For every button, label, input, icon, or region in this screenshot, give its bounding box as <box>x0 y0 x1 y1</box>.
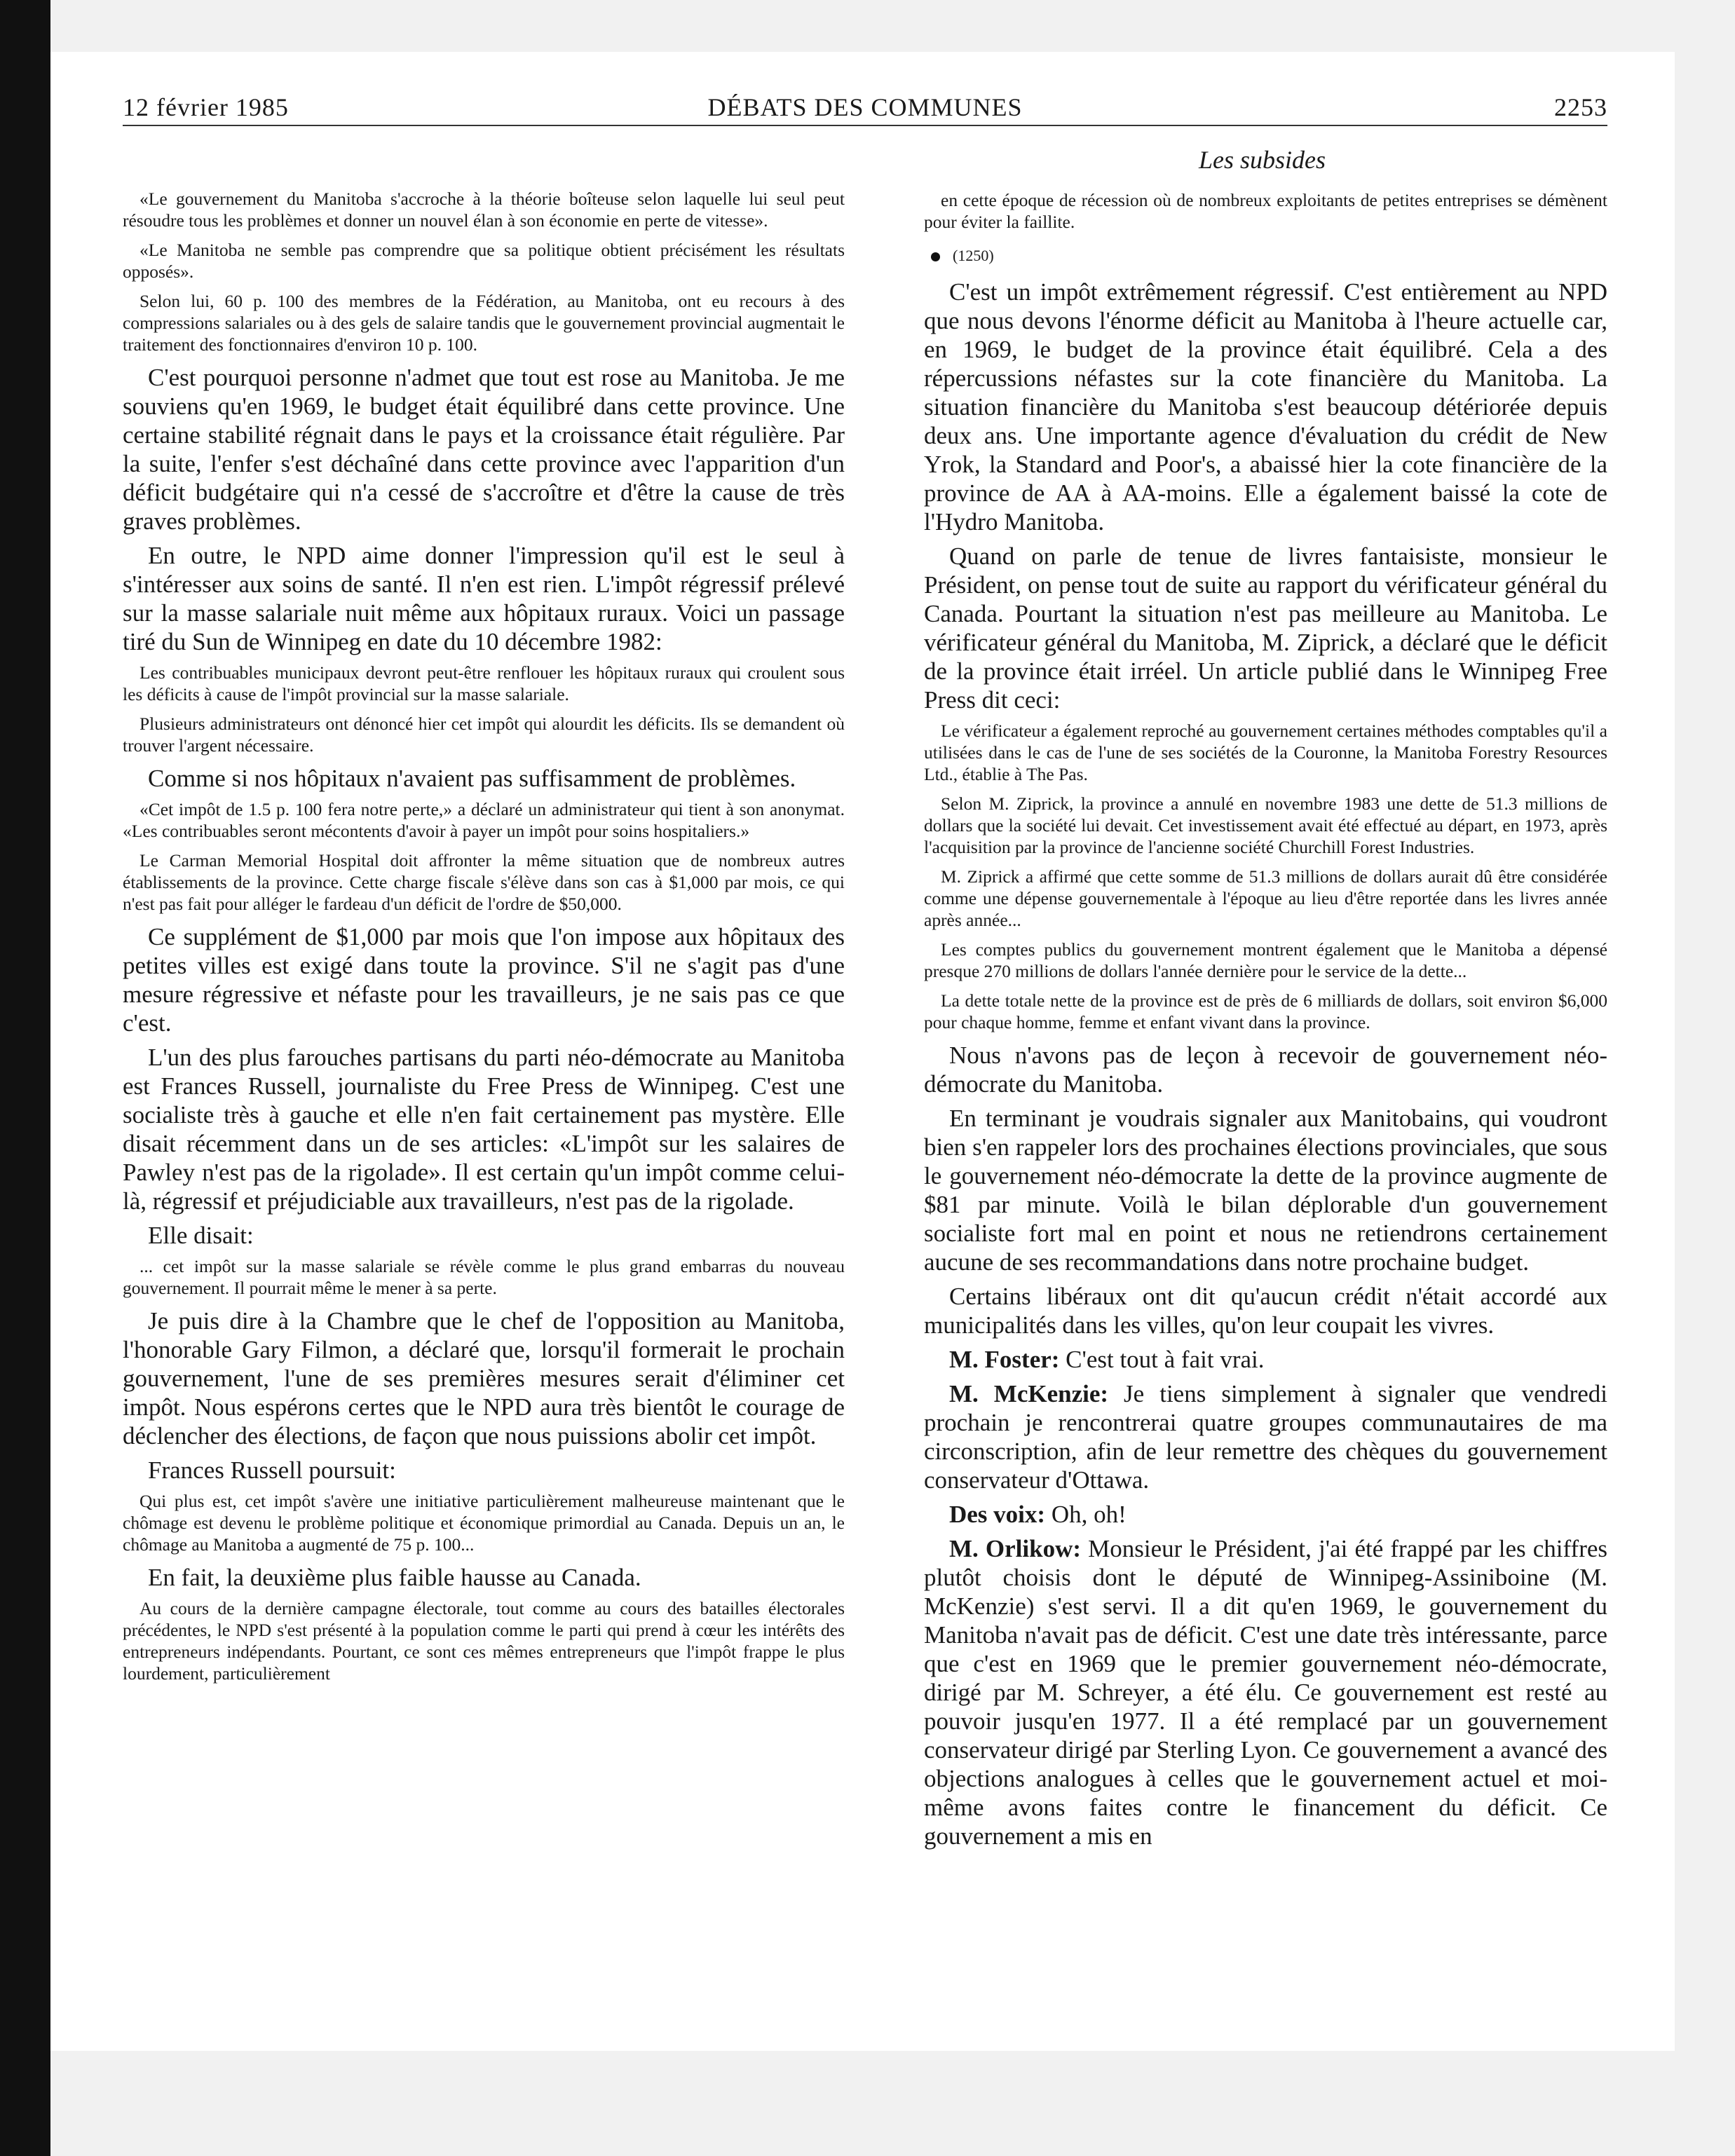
quote-paragraph: ... cet impôt sur la masse salariale se révèle comme le plus grand embarras du nouveau gouvernement. Il pourrait même le mener à sa perte. <box>123 1256 845 1298</box>
section-title: Les subsides <box>1199 146 1326 174</box>
bullet-icon <box>931 252 940 261</box>
quote-paragraph: en cette époque de récession où de nombreux exploitants de petites entreprises se démènent pour éviter la faillite. <box>924 190 1607 232</box>
quote-paragraph: Au cours de la dernière campagne électorale, tout comme au cours des batailles électorales précédentes, le NPD s'est présenté à la population comme le parti qui prend à cœur les intérêts des entrepreneurs indépendants. Pourtant, ce sont ces mêmes entrepreneurs que l'impôt frappe le plus lourdement, particulièrement <box>123 1598 845 1684</box>
speech-text: Monsieur le Président, j'ai été frappé par les chiffres plutôt choisis dont le député de Winnipeg-Assiniboine (M. McKenzie) s'est servi. Il a dit qu'en 1969, le gouvernement du Manitoba n'avait pas de déficit. C'est une date très intéressante, parce que c'est en 1969 que le premier gouvernement néo-démocrate, dirigé par M. Schreyer, a été élu. Ce gouvernement est resté au pouvoir jusqu'en 1977. Il a été remplacé par un gouvernement conservateur dirigé par Sterling Lyon. Ce gouvernement a avancé des objections analogues à celles que le gouvernement actuel et moi-même avons faites contre le financement du déficit. Ce gouvernement a mis en <box>924 1535 1607 1850</box>
speech-paragraph <box>924 1534 1607 1850</box>
quote-paragraph: «Le gouvernement du Manitoba s'accroche à la théorie boîteuse selon laquelle lui seul peut résoudre tous les problèmes et donner un nouvel élan à son économie en perte de vitesse». <box>123 189 845 231</box>
speaker-name: M. Orlikow: <box>949 1535 1082 1562</box>
body-paragraph: En fait, la deuxième plus faible hausse au Canada. <box>148 1564 641 1591</box>
body-paragraph: Quand on parle de tenue de livres fantaisiste, monsieur le Président, on pense tout de suite au rapport du vérificateur général du Canada. Pourtant la situation n'est pas meilleure au Manitoba. Le vérificateur général du Manitoba, M. Ziprick, a déclaré que le déficit de la province était irréel. Un article publié dans le Winnipeg Free Press dit ceci: <box>924 543 1607 714</box>
scan-bottom-margin <box>50 2051 1735 2156</box>
quote-paragraph: Qui plus est, cet impôt s'avère une initiative particulièrement malheureuse maintenant que le chômage est devenu le problème politique et économique primordial au Canada. Depuis un an, le chômage au Manitoba a augmenté de 75 p. 100... <box>123 1491 845 1555</box>
speaker-name: M. McKenzie: <box>949 1380 1109 1407</box>
quote-paragraph: Plusieurs administrateurs ont dénoncé hier cet impôt qui alourdit les déficits. Ils se demandent où trouver l'argent nécessaire. <box>123 714 845 756</box>
speaker-name: M. Foster: <box>949 1346 1060 1373</box>
quote-paragraph: Selon M. Ziprick, la province a annulé en novembre 1983 une dette de 51.3 millions de dollars que la société lui devait. Cet investissement avait été effectué au départ, en 1973, après l'acquisition par la province de l'ancienne société Churchill Forest Industries. <box>924 793 1607 857</box>
column-left <box>123 188 845 1692</box>
speaker-name: Des voix: <box>949 1501 1046 1528</box>
speech-paragraph <box>924 1500 1607 1529</box>
body-paragraph: Je puis dire à la Chambre que le chef de l'opposition au Manitoba, l'honorable Gary Filmon, a déclaré que, lorsqu'il formerait le prochain gouvernement, l'une de ses premières mesures serait d'éliminer cet impôt. Nous espérons certes que le NPD aura très bientôt le courage de déclencher des élections, de façon que nous puissions abolir cet impôt. <box>123 1307 845 1449</box>
body-paragraph: En outre, le NPD aime donner l'impression qu'il est le seul à s'intéresser aux soins de santé. Il n'en est rien. L'impôt régressif prélevé sur la masse salariale nuit même aux hôpitaux ruraux. Voici un passage tiré du Sun de Winnipeg en date du 10 décembre 1982: <box>123 542 845 655</box>
speech-text: Oh, oh! <box>1045 1501 1127 1528</box>
speech-text: Je tiens simplement à signaler que vendredi prochain je rencontrerai quatre groupes communautaires de ma circonscription, afin de leur remettre des chèques du gouvernement conservateur d'Ottawa. <box>924 1380 1607 1494</box>
body-paragraph: Comme si nos hôpitaux n'avaient pas suffisamment de problèmes. <box>148 765 796 792</box>
body-paragraph: Elle disait: <box>148 1222 254 1249</box>
quote-paragraph: M. Ziprick a affirmé que cette somme de 51.3 millions de dollars aurait dû être considérée comme une dépense gouvernementale à l'époque au lieu d'être reportée dans les livres année après année... <box>924 866 1607 930</box>
quote-paragraph: Le Carman Memorial Hospital doit affronter la même situation que de nombreux autres établissements de la province. Cette charge fiscale s'élève dans son cas à $1,000 par mois, ce qui n'est pas fait pour alléger le fardeau d'un déficit de l'ordre de $50,000. <box>123 850 845 914</box>
body-paragraph: Frances Russell poursuit: <box>148 1456 396 1484</box>
header-page-number: 2253 <box>1554 93 1607 121</box>
column-right <box>924 189 1607 1856</box>
body-paragraph: C'est pourquoi personne n'admet que tout est rose au Manitoba. Je me souviens qu'en 1969, le budget était équilibré dans cette province. Une certaine stabilité régnait dans le pays et la croissance était régulière. Par la suite, l'enfer s'est déchaîné dans cette province avec l'apparition d'un déficit budgétaire qui n'a cessé de s'accroître et d'être la cause de très graves problèmes. <box>123 364 845 535</box>
time-marker <box>931 247 1607 265</box>
body-paragraph: Ce supplément de $1,000 par mois que l'on impose aux hôpitaux des petites villes est exigé dans toute la province. S'il ne s'agit pas d'une mesure régressive et néfaste pour les travailleurs, je ne sais pas ce que c'est. <box>123 923 845 1037</box>
speech-text: C'est tout à fait vrai. <box>1059 1346 1265 1373</box>
page-header <box>123 91 1607 126</box>
body-paragraph: L'un des plus farouches partisans du parti néo-démocrate au Manitoba est Frances Russell, journaliste du Free Press de Winnipeg. C'est une socialiste très à gauche et elle n'en fait certainement pas mystère. Elle disait récemment dans un de ses articles: «L'impôt sur les salaires de Pawley n'est pas de la rigolade». Il est certain qu'un impôt comme celui-là, régressif et préjudiciable aux travailleurs, n'est pas de la rigolade. <box>123 1044 845 1215</box>
time-marker-label: (1250) <box>953 247 994 264</box>
quote-paragraph: «Le Manitoba ne semble pas comprendre que sa politique obtient précisément les résultats opposés». <box>123 240 845 282</box>
quote-paragraph: Le vérificateur a également reproché au gouvernement certaines méthodes comptables qu'il a utilisées dans le cas de l'une de ses sociétés de la Couronne, la Manitoba Forestry Resources Ltd., établie à The Pas. <box>924 721 1607 784</box>
body-paragraph: Nous n'avons pas de leçon à recevoir de gouvernement néo-démocrate du Manitoba. <box>924 1042 1607 1098</box>
quote-paragraph: Les contribuables municipaux devront peut-être renflouer les hôpitaux ruraux qui croulent sous les déficits à cause de l'impôt provincial sur la masse salariale. <box>123 662 845 704</box>
scan-right-margin <box>1675 0 1735 2156</box>
body-paragraph: C'est un impôt extrêmement régressif. C'est entièrement au NPD que nous devons l'énorme déficit au Manitoba à l'heure actuelle car, en 1969, le budget de la province était équilibré. Cela a des répercussions néfastes sur la cote financière du Manitoba. La situation financière du Manitoba s'est beaucoup détériorée depuis deux ans. Une importante agence d'évaluation du crédit de New Yrok, la Standard and Poor's, a abaissé hier la cote financière de la province de AA à AA-moins. Elle a également baissé la cote de l'Hydro Manitoba. <box>924 278 1607 535</box>
speech-paragraph <box>924 1379 1607 1494</box>
header-date: 12 février 1985 <box>123 93 289 121</box>
quote-paragraph: «Cet impôt de 1.5 p. 100 fera notre perte,» a déclaré un administrateur qui tient à son anonymat. «Les contribuables seront mécontents d'avoir à payer un impôt pour soins hospitaliers.» <box>123 799 845 841</box>
body-paragraph: En terminant je voudrais signaler aux Manitobains, qui voudront bien s'en rappeler lors des prochaines élections provinciales, que sous le gouvernement néo-démocrate la dette de la province augmente de $81 par minute. Voilà le bilan déplorable d'un gouvernement socialiste fort mal en point et nous ne retiendrons certainement aucune de ses recommandations dans notre prochaine budget. <box>924 1105 1607 1276</box>
quote-paragraph: Les comptes publics du gouvernement montrent également que le Manitoba a dépensé presque 270 millions de dollars l'année dernière pour le service de la dette... <box>924 939 1607 981</box>
scan-left-edge <box>0 0 50 2156</box>
scan-top-margin <box>50 0 1735 52</box>
speech-paragraph <box>924 1345 1607 1374</box>
body-paragraph: Certains libéraux ont dit qu'aucun crédit n'était accordé aux municipalités dans les villes, qu'on leur coupait les vivres. <box>924 1283 1607 1339</box>
quote-paragraph: La dette totale nette de la province est de près de 6 milliards de dollars, soit environ $6,000 pour chaque homme, femme et enfant vivant dans la province. <box>924 990 1607 1032</box>
quote-paragraph: Selon lui, 60 p. 100 des membres de la Fédération, au Manitoba, ont eu recours à des compressions salariales ou à des gels de salaire tandis que le gouvernement provincial augmentait le traitement des fonctionnaires d'environ 10 p. 100. <box>123 291 845 355</box>
header-title: DÉBATS DES COMMUNES <box>707 93 1023 121</box>
